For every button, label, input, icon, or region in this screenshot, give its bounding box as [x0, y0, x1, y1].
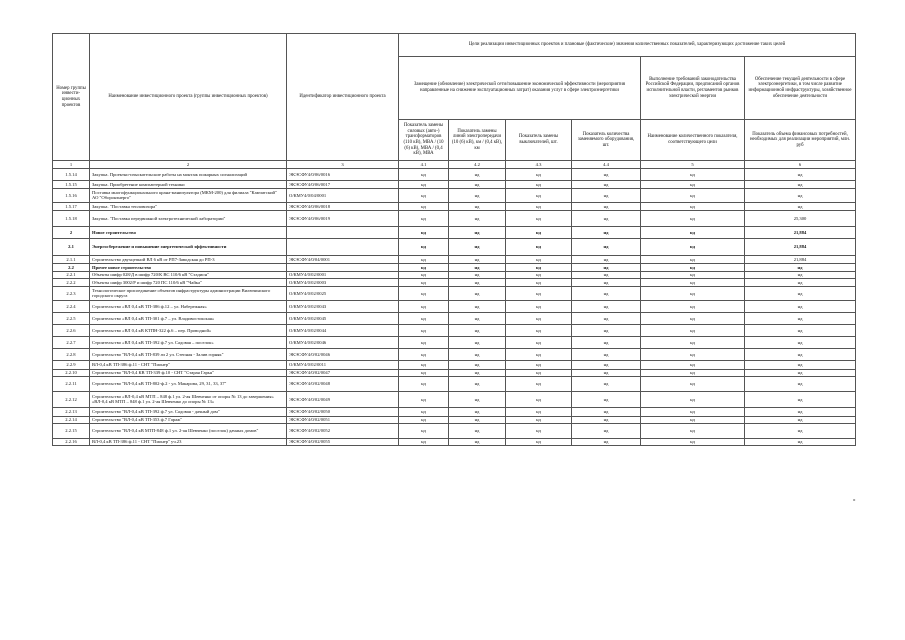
project-name: Новое строительство	[90, 227, 287, 239]
indicator-value: нд	[399, 361, 449, 370]
indicator-value: нд	[449, 424, 506, 439]
project-name: Энергосбережение и повышение энергетической эффективности	[90, 239, 287, 256]
project-name: Строительство "ВЛ-0,4 кВ МТП-848 ф.1 ул. 2-ая Шевченко (поселок) дачных домов"	[90, 424, 287, 439]
indicator-value: нд	[449, 227, 506, 239]
project-name: Закупка. Приобретение компьютерной техники	[90, 181, 287, 189]
investment-projects-table	[52, 33, 856, 446]
indicator-value: нд	[449, 416, 506, 424]
table-row	[53, 408, 856, 417]
indicator-value: нд	[506, 438, 572, 446]
indicator-value: нд	[449, 271, 506, 279]
table-row	[53, 181, 856, 189]
project-name: Строительство "ВЛ-0,4 кВ ТП-392 ф.7 ул. Садовая - дачный дом"	[90, 408, 287, 417]
row-number: 2.2.10	[53, 369, 90, 377]
project-id: ЭКЭСФУ4/0/02/0047	[287, 369, 399, 377]
header-sub-6: Показатель объема финансовых потребностей, необходимых для реализации мероприятий, млн. руб	[745, 120, 856, 161]
table-row	[53, 369, 856, 377]
column-number: 3	[287, 161, 399, 169]
indicator-value: 21,884	[745, 255, 856, 264]
column-number: 4.4	[572, 161, 641, 169]
row-number: 1.5.18	[53, 210, 90, 227]
table-row	[53, 203, 856, 211]
indicator-value: нд	[572, 264, 641, 272]
indicator-value: нд	[641, 313, 745, 325]
indicator-value: нд	[399, 325, 449, 337]
indicator-value: нд	[641, 361, 745, 370]
row-number: 1.5.16	[53, 188, 90, 203]
indicator-value: нд	[399, 203, 449, 211]
table-row	[53, 416, 856, 424]
project-id: О/КМУ4/0/02/0025	[287, 286, 399, 301]
indicator-value: нд	[399, 271, 449, 279]
indicator-value: нд	[745, 271, 856, 279]
indicator-value: нд	[745, 264, 856, 272]
indicator-value: нд	[572, 210, 641, 227]
column-number: 5	[641, 161, 745, 169]
row-number: 2.2.7	[53, 337, 90, 349]
indicator-value: нд	[745, 438, 856, 446]
header-sub-44: Показатель количества заменяемого оборудования, шт.	[572, 120, 641, 161]
indicator-value: нд	[449, 181, 506, 189]
indicator-value: нд	[399, 438, 449, 446]
project-name: Строительство "ВЛ-0,4 кВ ТП-353 ф.7 Гараж"	[90, 416, 287, 424]
project-name: Поставка многофункционального крана-манипулятора (МКМ-200) для филиала "Камчатский" АО "Оборонэнерго"	[90, 188, 287, 203]
page-number: »	[853, 498, 856, 503]
project-id: ЭКЭСФУ4/0/02/0050	[287, 408, 399, 417]
header-goal-replace: Замещение (обновление) электрической сети/повышение экономической эффективности (мероприятия направленные на снижение эксплуатационных затрат) оказания услуг в сфере электроэнергетики	[399, 57, 641, 120]
table-row	[53, 227, 856, 239]
indicator-value: нд	[745, 301, 856, 313]
indicator-value: нд	[572, 169, 641, 181]
column-number: 2	[90, 161, 287, 169]
project-id: О/КМУ4/0/02/0043	[287, 301, 399, 313]
indicator-value: нд	[641, 203, 745, 211]
table-row	[53, 286, 856, 301]
table-row	[53, 239, 856, 256]
row-number: 2.2.14	[53, 416, 90, 424]
indicator-value: нд	[572, 416, 641, 424]
table-row	[53, 325, 856, 337]
header-goal-support: Обеспечение текущей деятельности в сфере электроэнергетики, в том числе развитие информационной инфраструктуры, хозяйственное обеспечение деятельности	[745, 57, 856, 120]
indicator-value: нд	[641, 391, 745, 408]
indicator-value: нд	[506, 188, 572, 203]
indicator-value: нд	[641, 349, 745, 361]
project-id: ЭКЭСФУ4/0/02/0048	[287, 377, 399, 392]
indicator-value: нд	[506, 210, 572, 227]
indicator-value: нд	[572, 377, 641, 392]
project-name: Строительство «ВЛ-0,4 кВ МТП – 848 ф.1 ул. 2-ая Шевченко от опоры № 13 до завершения» «ВЛ-0,4 кВ МТП – 848 ф.1 ул. 2-ая Шевченко до опоры № 13»	[90, 391, 287, 408]
project-name: Строительство двухцепной ВЛ 6 кВ от РП7-Заводская до РП-3	[90, 255, 287, 264]
row-number: 2.2.13	[53, 408, 90, 417]
project-name: Строительство «ВЛ 0,4 кВ ТП-386 ф.12 – ул. Набережная»	[90, 301, 287, 313]
project-id: О/КМУ4/0/02/0045	[287, 313, 399, 325]
header-goal-legislation: Выполнение требований законодательства Российской Федерации, предписаний органов исполнительной власти, регламентов рынков электрической энергии	[641, 57, 745, 120]
table-row	[53, 169, 856, 181]
table-row	[53, 361, 856, 370]
row-number: 1.5.15	[53, 181, 90, 189]
indicator-value: нд	[399, 227, 449, 239]
row-number: 2.2.15	[53, 424, 90, 439]
indicator-value: нд	[641, 227, 745, 239]
project-id	[287, 264, 399, 272]
project-id: ЭКЭСФУ4/0/02/0046	[287, 349, 399, 361]
indicator-value: нд	[399, 313, 449, 325]
row-number: 2.1	[53, 239, 90, 256]
indicator-value: нд	[745, 391, 856, 408]
indicator-value: нд	[745, 325, 856, 337]
indicator-value: 25,300	[745, 210, 856, 227]
indicator-value: нд	[572, 203, 641, 211]
column-number: 6	[745, 161, 856, 169]
table-row	[53, 391, 856, 408]
indicator-value: нд	[641, 438, 745, 446]
indicator-value: нд	[641, 279, 745, 287]
indicator-value: нд	[506, 279, 572, 287]
indicator-value: нд	[506, 239, 572, 256]
indicator-value: нд	[506, 325, 572, 337]
project-name: Строительство «ВЛ 0,4 кВ ТП-392 ф.7 ул. Садовая – поселок»	[90, 337, 287, 349]
indicator-value: нд	[641, 210, 745, 227]
indicator-value: нд	[399, 391, 449, 408]
indicator-value: нд	[449, 301, 506, 313]
indicator-value: нд	[399, 349, 449, 361]
indicator-value: нд	[641, 181, 745, 189]
indicator-value: нд	[449, 203, 506, 211]
project-name: Технологическое присоединение объектов инфраструктуры администрации Вилючинского городского округа	[90, 286, 287, 301]
project-id: О/КМУ4/0/02/0044	[287, 325, 399, 337]
table-row	[53, 424, 856, 439]
indicator-value: нд	[745, 377, 856, 392]
project-id	[287, 227, 399, 239]
project-id: О/КМУ4/0/02/0003	[287, 279, 399, 287]
indicator-value: нд	[449, 408, 506, 417]
indicator-value: нд	[641, 416, 745, 424]
project-id: ЭКЭСФУ4/0/06/0017	[287, 181, 399, 189]
indicator-value: нд	[506, 313, 572, 325]
indicator-value: нд	[506, 416, 572, 424]
project-name: Закупка. "Поставка передвижной электротехнической лаборатории"	[90, 210, 287, 227]
row-number: 2.2.3	[53, 286, 90, 301]
indicator-value: 21,884	[745, 227, 856, 239]
indicator-value: нд	[745, 203, 856, 211]
table-row	[53, 377, 856, 392]
project-id: О/КМУ4/0/02/0001	[287, 271, 399, 279]
indicator-value: нд	[399, 301, 449, 313]
indicator-value: нд	[449, 377, 506, 392]
row-number: 1.5.14	[53, 169, 90, 181]
row-number: 1.5.17	[53, 203, 90, 211]
project-name: Строительство «ВЛ 0,4 кВ КТПН-322 ф.6 – пер. Проводной»	[90, 325, 287, 337]
column-number: 1	[53, 161, 90, 169]
indicator-value: нд	[572, 188, 641, 203]
indicator-value: нд	[506, 424, 572, 439]
table-row	[53, 313, 856, 325]
indicator-value: нд	[506, 271, 572, 279]
indicator-value: нд	[506, 227, 572, 239]
indicator-value: нд	[506, 361, 572, 370]
table-row	[53, 255, 856, 264]
indicator-value: нд	[399, 239, 449, 256]
indicator-value: нд	[506, 369, 572, 377]
indicator-value: нд	[449, 188, 506, 203]
indicator-value: нд	[572, 438, 641, 446]
row-number: 2.2.9	[53, 361, 90, 370]
project-name: Объекты шифр 3002/Р и шифр 720 ПС 110/6 кВ "Чайка"	[90, 279, 287, 287]
indicator-value: нд	[449, 286, 506, 301]
header-goal-title: Цели реализации инвестиционных проектов и плановые (фактические) значения количественных показателей, характеризующих достижение таких целей	[399, 34, 856, 57]
indicator-value: нд	[506, 264, 572, 272]
project-id: ЭКЭСФУ4/0/06/0018	[287, 203, 399, 211]
indicator-value: нд	[399, 369, 449, 377]
indicator-value: нд	[449, 313, 506, 325]
project-id	[287, 239, 399, 256]
indicator-value: нд	[641, 301, 745, 313]
project-id: О/КМУ4/0/04/0001	[287, 188, 399, 203]
indicator-value: нд	[572, 361, 641, 370]
table-row	[53, 279, 856, 287]
project-name: Строительство "ВЛ-0,4 кВ ТП-802-ф.2 - ул. Макарова, 29, 31, 33, 37"	[90, 377, 287, 392]
table-row	[53, 337, 856, 349]
indicator-value: нд	[399, 416, 449, 424]
table-row	[53, 271, 856, 279]
project-name: Строительство «ВЛ 0,4 кВ ТП-301 ф.7 – ул. Владивостокская»	[90, 313, 287, 325]
table-row	[53, 264, 856, 272]
indicator-value: нд	[572, 279, 641, 287]
indicator-value: нд	[449, 349, 506, 361]
indicator-value: нд	[449, 337, 506, 349]
indicator-value: нд	[399, 255, 449, 264]
indicator-value: нд	[572, 301, 641, 313]
column-number: 4.3	[506, 161, 572, 169]
indicator-value: нд	[449, 239, 506, 256]
indicator-value: нд	[745, 361, 856, 370]
indicator-value: нд	[641, 271, 745, 279]
row-number: 2	[53, 227, 90, 239]
indicator-value: нд	[506, 255, 572, 264]
indicator-value: нд	[572, 313, 641, 325]
indicator-value: нд	[399, 264, 449, 272]
indicator-value: нд	[572, 325, 641, 337]
header-sub-42: Показатель замены линий электропередачи (10 (6) кВ), км / (0,4 кВ), км	[449, 120, 506, 161]
indicator-value: нд	[572, 369, 641, 377]
indicator-value: нд	[449, 264, 506, 272]
indicator-value: нд	[641, 325, 745, 337]
indicator-value: нд	[745, 279, 856, 287]
indicator-value: нд	[745, 408, 856, 417]
indicator-value: нд	[641, 377, 745, 392]
indicator-value: нд	[449, 255, 506, 264]
indicator-value: нд	[506, 349, 572, 361]
indicator-value: нд	[449, 391, 506, 408]
indicator-value: нд	[506, 391, 572, 408]
project-id: ЭКЭСФУ4/0/02/0052	[287, 424, 399, 439]
header-sub-41: Показатель замены силовых (авто-) трансформаторов (110 кВ), МВА / (10 (6) кВ), МВА / (0,4 кВ), МВА	[399, 120, 449, 161]
indicator-value: нд	[572, 181, 641, 189]
indicator-value: нд	[399, 279, 449, 287]
indicator-value: нд	[641, 369, 745, 377]
indicator-value: нд	[399, 424, 449, 439]
indicator-value: нд	[506, 169, 572, 181]
indicator-value: нд	[641, 337, 745, 349]
indicator-value: нд	[399, 377, 449, 392]
indicator-value: нд	[449, 279, 506, 287]
indicator-value: 21,884	[745, 239, 856, 256]
project-id: ЭКЭСФУ4/0/06/0016	[287, 169, 399, 181]
indicator-value: нд	[641, 239, 745, 256]
table-row	[53, 210, 856, 227]
row-number: 2.2.8	[53, 349, 90, 361]
indicator-value: нд	[506, 203, 572, 211]
project-id: О/КМУ4/0/02/0011	[287, 361, 399, 370]
indicator-value: нд	[572, 239, 641, 256]
indicator-value: нд	[506, 301, 572, 313]
indicator-value: нд	[399, 181, 449, 189]
column-number: 4.1	[399, 161, 449, 169]
indicator-value: нд	[641, 264, 745, 272]
indicator-value: нд	[399, 188, 449, 203]
indicator-value: нд	[641, 424, 745, 439]
row-number: 2.2.4	[53, 301, 90, 313]
indicator-value: нд	[399, 408, 449, 417]
indicator-value: нд	[745, 337, 856, 349]
indicator-value: нд	[745, 349, 856, 361]
project-id: ЭКЭСФУ4/0/04/0001	[287, 255, 399, 264]
row-number: 2.2	[53, 264, 90, 272]
indicator-value: нд	[641, 169, 745, 181]
indicator-value: нд	[449, 169, 506, 181]
indicator-value: нд	[449, 369, 506, 377]
indicator-value: нд	[641, 286, 745, 301]
indicator-value: нд	[572, 408, 641, 417]
indicator-value: нд	[572, 424, 641, 439]
indicator-value: нд	[572, 255, 641, 264]
indicator-value: нд	[745, 286, 856, 301]
indicator-value: нд	[745, 416, 856, 424]
indicator-value: нд	[745, 313, 856, 325]
indicator-value: нд	[745, 169, 856, 181]
indicator-value: нд	[641, 408, 745, 417]
project-id: ЭКЭСФУ4/0/02/0049	[287, 391, 399, 408]
indicator-value: нд	[399, 210, 449, 227]
project-name: Прочее новое строительство	[90, 264, 287, 272]
table-row	[53, 301, 856, 313]
indicator-value: нд	[399, 337, 449, 349]
column-number-row	[53, 161, 856, 169]
indicator-value: нд	[399, 286, 449, 301]
indicator-value: нд	[641, 255, 745, 264]
project-id: ЭКЭСФУ4/0/02/0055	[287, 438, 399, 446]
indicator-value: нд	[572, 337, 641, 349]
indicator-value: нд	[745, 181, 856, 189]
header-col-name: Наименование инвестиционного проекта (группы инвестиционных проектов)	[90, 34, 287, 161]
indicator-value: нд	[572, 286, 641, 301]
header-sub-5: Наименование количественного показателя, соответствующего цели	[641, 120, 745, 161]
indicator-value: нд	[745, 188, 856, 203]
row-number: 2.2.16	[53, 438, 90, 446]
indicator-value: нд	[745, 369, 856, 377]
column-number: 4.2	[449, 161, 506, 169]
header-col-number: Номер группы инвести-ционных проектов	[53, 34, 90, 161]
indicator-value: нд	[399, 169, 449, 181]
indicator-value: нд	[572, 349, 641, 361]
project-name: Строительство "ВЛ-0,4 КВ ТП-339 ф.10 - СНТ "Старая Гарья"	[90, 369, 287, 377]
indicator-value: нд	[745, 424, 856, 439]
project-name: Закупка. Проектно-изыскательские работы на монтаж пожарных сигнализаций	[90, 169, 287, 181]
indicator-value: нд	[572, 271, 641, 279]
row-number: 2.2.2	[53, 279, 90, 287]
indicator-value: нд	[449, 210, 506, 227]
project-id: О/КМУ4/0/02/0046	[287, 337, 399, 349]
project-name: Строительство "ВЛ-0,4 кВ ТП-839 ач 2 ул. Степная - Залив горняк"	[90, 349, 287, 361]
indicator-value: нд	[449, 325, 506, 337]
indicator-value: нд	[506, 337, 572, 349]
project-id: ЭКЭСФУ4/0/06/0019	[287, 210, 399, 227]
project-name: ВЛ-0,4 кВ ТП-386 ф.11 - СНТ "Пионер"	[90, 361, 287, 370]
row-number: 2.2.5	[53, 313, 90, 325]
indicator-value: нд	[572, 227, 641, 239]
indicator-value: нд	[449, 361, 506, 370]
indicator-value: нд	[506, 408, 572, 417]
row-number: 2.2.6	[53, 325, 90, 337]
project-name: ВЛ-0,4 кВ ТП-386 ф.11 - СНТ "Пионер" уч.23	[90, 438, 287, 446]
project-name: Объекты шифр 028/Д в шифр 720/К ВС 110/6 кВ "Стадион"	[90, 271, 287, 279]
indicator-value: нд	[641, 188, 745, 203]
row-number: 2.2.1	[53, 271, 90, 279]
table-row	[53, 438, 856, 446]
table-row	[53, 188, 856, 203]
row-number: 2.2.11	[53, 377, 90, 392]
project-id: ЭКЭСФУ4/0/02/0051	[287, 416, 399, 424]
row-number: 2.2.12	[53, 391, 90, 408]
table-row	[53, 349, 856, 361]
indicator-value: нд	[506, 377, 572, 392]
header-sub-43: Показатель замены выключателей, шт.	[506, 120, 572, 161]
indicator-value: нд	[572, 391, 641, 408]
row-number: 2.1.1	[53, 255, 90, 264]
indicator-value: нд	[506, 181, 572, 189]
indicator-value: нд	[506, 286, 572, 301]
header-col-id: Идентификатор инвестиционного проекта	[287, 34, 399, 161]
indicator-value: нд	[449, 438, 506, 446]
project-name: Закупка. "Поставка тепловизора"	[90, 203, 287, 211]
